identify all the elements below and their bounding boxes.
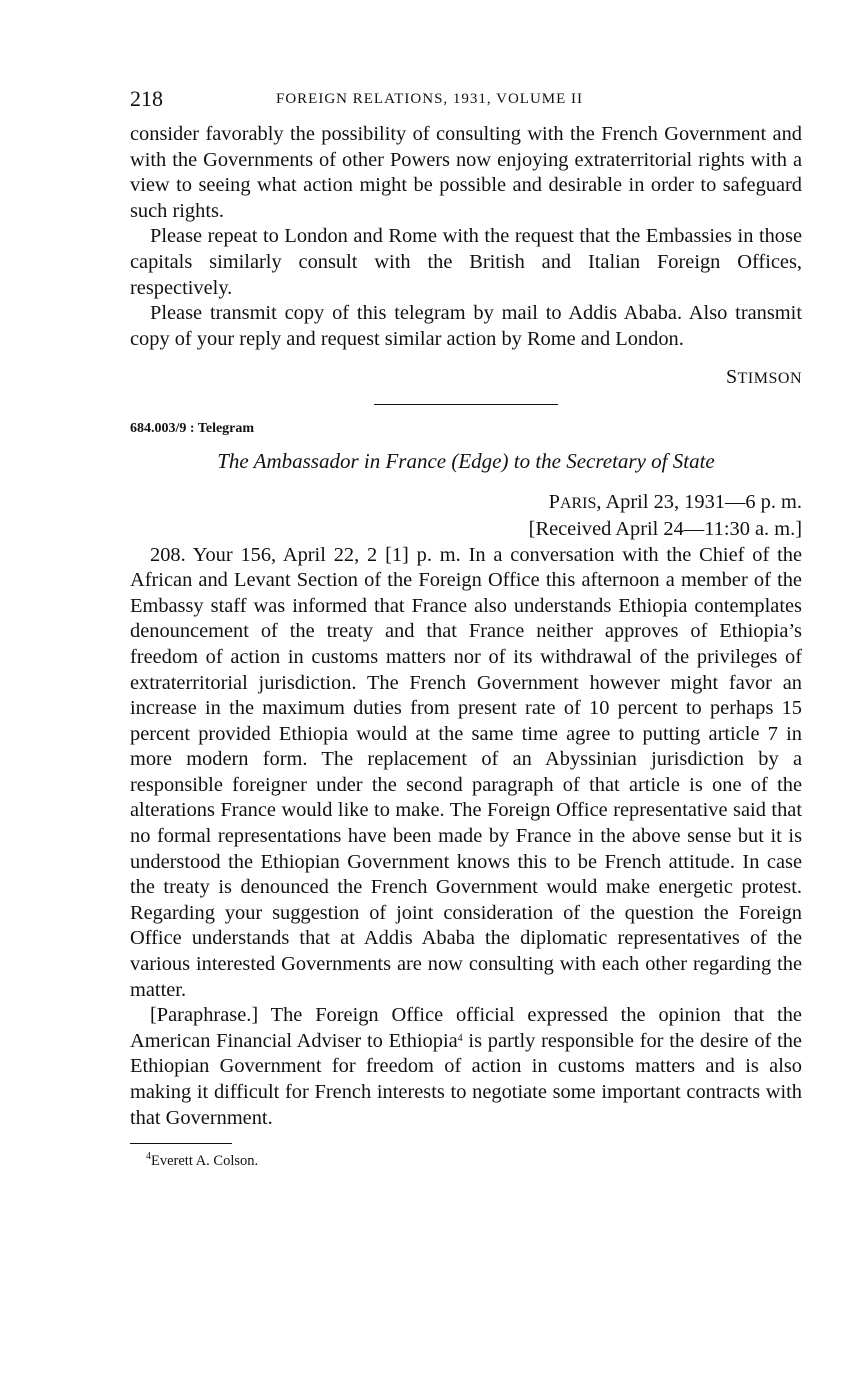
footnote-marker: 4 [146,1151,151,1163]
telegram-paragraph-2-end: is partly responsible for the desire of the Ethiopian Government for freedom of action in customs matters and is also making it difficult for French interests to negotiate some important contracts with that Government. [130,1029,802,1129]
page-header [130,86,802,122]
telegram-paragraph-2-start: [Paraphrase.] The Foreign Office official expressed the opinion that the American Financial Adviser to Ethiopia [130,1004,802,1052]
footnote [130,1153,802,1170]
dateline [130,490,802,542]
section-divider [374,404,558,405]
continuation-paragraph-2: Please repeat to London and Rome with the request that the Embassies in those capitals similarly consult with the British and Italian Foreign Offices, respectively. [130,225,802,299]
dateline-date: , April 23, 1931—6 p. m. [596,491,802,514]
dateline-place-initial: P [548,491,560,514]
document-title: The Ambassador in France (Edge) to the Secretary of State [217,449,715,474]
footnote-divider [130,1143,232,1144]
page [130,86,802,1170]
signature-initial: S [726,366,738,389]
dateline-sent [130,490,802,517]
dateline-place-rest: ARIS [559,495,597,513]
file-reference: 684.003/9 : Telegram [130,421,255,437]
continuation-paragraph-1: consider favorably the possibility of consulting with the French Government and with the Governments of other Powers now enjoying extraterritorial rights with a view to seeing what action might be possible and desirable in order to safeguard such rights. [130,123,802,222]
signature [130,366,802,389]
telegram-paragraph-2 [130,1003,802,1131]
dateline-received: [Received April 24—11:30 a. m.] [528,517,802,540]
footnote-reference: 4 [457,1032,463,1044]
page-number: 218 [130,86,163,111]
running-head: FOREIGN RELATIONS, 1931, VOLUME II [276,91,584,107]
signature-rest: TIMSON [737,370,802,388]
footnote-text: Everett A. Colson. [151,1153,259,1170]
continuation-paragraph-3: Please transmit copy of this telegram by mail to Addis Ababa. Also transmit copy of your reply and request similar action by Rome and London. [130,302,802,350]
telegram-paragraph-1: 208. Your 156, April 22, 2 [1] p. m. In a conversation with the Chief of the African and Levant Section of the Foreign Office this afternoon a member of the Embassy staff was informed that France also understands Ethiopia contemplates denouncement of the treaty and that France neither approves of Ethiopia’s freedom of action in customs matters nor of its withdrawal of the privileges of extraterritorial jurisdiction. The French Government however might favor an increase in the maximum duties from present rate of 10 percent to perhaps 15 percent provided Ethiopia would at the same time agree to putting article 7 in more modern form. The replacement of an Abyssinian jurisdiction by a responsible foreigner under the second paragraph of that article is one of the alterations France would like to make. The Foreign Office representative said that no formal representations have been made by France in the above sense but it is understood the Ethiopian Government knows this to be French attitude. In case the treaty is denounced the French Government would make energetic protest. Regarding your suggestion of joint consideration of the question the Foreign Office understands that at Addis Ababa the diplomatic representatives of the various interested Governments are now consulting with each other regarding the matter. [130,543,802,1001]
